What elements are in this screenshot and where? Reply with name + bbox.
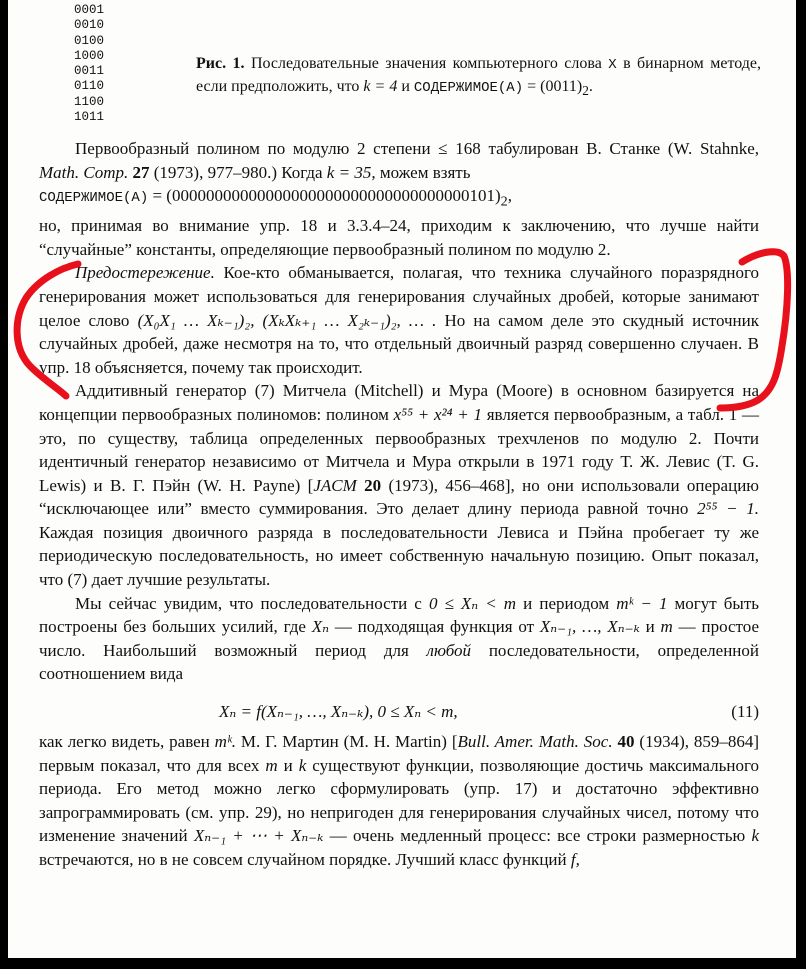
caption-formula: k = 4 [363, 78, 398, 95]
paragraph-text: последовательности, определенной соотношением вида [39, 640, 760, 684]
caption-label: Рис. 1. [196, 55, 245, 72]
inline-formula: (X₀X₁ … Xₖ₋₁)₂, (XₖXₖ₊₁ … X₂ₖ₋₁)₂, … . [137, 310, 437, 330]
inline-formula: x⁵⁵ + x²⁴ + 1 [393, 404, 482, 424]
caption-variable: X [608, 57, 617, 73]
binary-sequence-list [74, 3, 104, 125]
journal-volume: 40 [617, 732, 635, 752]
inline-formula: mᵏ − 1 [616, 593, 668, 613]
inline-formula: k [751, 826, 760, 846]
inline-formula: 0 ≤ Xₙ < m [428, 593, 517, 613]
paragraph-text: существуют функции, позволяющие достичь максимального периода. Его метод можно легко сформулировать (упр. 17) и достаточно эффективно запрограммировать (см. упр. 29), но непригоден для генерирования случайных чисел, потому что изменение значений [39, 755, 760, 846]
binary-value: 1011 [74, 110, 105, 125]
paragraph-martin [39, 730, 759, 872]
paragraph-additive-generator [39, 379, 759, 591]
journal-volume: 27 [132, 162, 150, 182]
journal-volume: 20 [364, 475, 382, 495]
journal-name: Math. Comp. [39, 162, 129, 182]
caption-text: в бинарном методе, если предположить, что [196, 55, 761, 95]
figure-1 [8, 0, 796, 132]
paragraph-text: является первообразным, а табл. 1 — это, по существу, таблица определенных первообразных трехчленов по модулю 2. Почти идентичный генератор независимо от Митчела и Мура открыли в 1971 году Т. Ж. Левис (T. G. Lewis) и В. Г. Пэйн (W. H. Payne) [ [39, 404, 760, 495]
inline-formula: Xₙ₋₁, …, Xₙ₋ₖ [539, 617, 640, 637]
content-end: , [507, 186, 512, 206]
paragraph-text: — подходящая функция от [334, 617, 535, 637]
emphasis: любой [426, 640, 472, 660]
content-value: = (00000000000000000000000000000000000101) [152, 186, 501, 206]
warning-title: Предостережение. [75, 263, 215, 283]
paragraph-text: (1973), 456–468], но они использовали операцию “исключающее или” вместо суммирования. Это делает длину периода равной точно [39, 475, 760, 519]
inline-formula: Xₙ₋₁ + ⋯ + Xₙ₋ₖ [193, 826, 324, 846]
binary-value: 0110 [74, 79, 105, 94]
paragraph-text: Но на самом деле это скудный источник случайных дробей, даже несмотря на то, что отдельный двоичный разряд совершенно случаен. В упр. 18 объясняется, почему так происходит. [39, 310, 760, 377]
caption-content-label: СОДЕРЖИМОЕ(A) [413, 80, 524, 96]
inline-formula: 2⁵⁵ − 1. [697, 499, 760, 519]
binary-value: 0011 [74, 64, 105, 79]
binary-value: 0001 [74, 3, 105, 17]
paragraph-warning [39, 261, 759, 379]
paragraph-text: могут быть построены без больших усилий, где [39, 593, 760, 637]
paragraph-text: — очень медленный процесс: все строки размерностью [329, 826, 746, 846]
figure-caption [196, 53, 761, 102]
binary-value: 1100 [74, 94, 105, 109]
body-text [39, 137, 759, 872]
caption-formula: = (0011) [527, 78, 583, 95]
paragraph-text: М. Г. Мартин (M. H. Martin) [ [240, 732, 458, 752]
paragraph-text: Каждая позиция двоичного разряда в последовательности Левиса и Пэйна пробегает ту же периодическую последовательность, но имеет собственную начальную позицию. Опыт показал, что (7) дает лучшие результаты. [39, 522, 759, 590]
inline-formula: mᵏ. [214, 732, 236, 752]
paragraph-text: Аддитивный генератор (7) Митчела (Mitchell) и Мура (Moore) в основном базируется на концепции первообразных полиномов: полином [39, 381, 759, 424]
equation-number: (11) [731, 702, 759, 722]
paragraph-text: Мы сейчас увидим, что последовательности с [75, 593, 422, 613]
inline-formula: k [298, 755, 307, 775]
caption-text: Последовательные значения компьютерного слова [250, 55, 602, 72]
paragraph-text: Первообразный полином по модулю 2 степени ≤ 168 табулирован В. Станке (W. Stahnke, [75, 139, 759, 158]
paragraph-text: — простое число. Наибольший возможный период для [39, 617, 759, 660]
paragraph-sequences [39, 592, 759, 686]
content-subscript: 2 [500, 193, 508, 210]
bottom-border [0, 958, 806, 969]
binary-value: 1000 [74, 48, 105, 63]
paragraph-text: Кое-кто обманывается, полагая, что техника случайного поразрядного генерирования может использоваться для генерирования случайных дробей, которые занимают целое слово [39, 263, 760, 330]
equation-11 [39, 694, 759, 728]
paragraph-text: (1973), 977–980.) Когда [153, 162, 323, 182]
book-page [8, 0, 796, 958]
journal-name: JACM [313, 475, 357, 495]
inline-formula: m [265, 755, 278, 775]
binary-value: 0010 [74, 18, 105, 33]
binary-value: 0100 [74, 33, 105, 48]
paragraph-text: можем взять [379, 162, 471, 182]
caption-text: . [588, 78, 593, 95]
inline-formula: f, [570, 850, 580, 870]
journal-name: Bull. Amer. Math. Soc. [457, 732, 613, 752]
equation-formula: Xₙ = f(Xₙ₋₁, …, Xₙ₋ₖ), 0 ≤ Xₙ < m, [219, 702, 458, 722]
paragraph-text: и [645, 617, 655, 637]
paragraph-text: и периодом [523, 593, 610, 613]
paragraph-stanke [39, 137, 759, 184]
inline-formula: Xₙ [311, 617, 330, 637]
caption-text: и [401, 78, 410, 95]
content-label: СОДЕРЖИМОЕ(A) [39, 190, 149, 207]
paragraph-text: (1934), 859–864] первым показал, что для всех [39, 732, 760, 775]
paragraph-text: и [283, 755, 293, 775]
inline-formula: k = 35, [326, 162, 376, 182]
caption-subscript: 2 [582, 83, 589, 99]
display-content-equation [39, 184, 759, 214]
paragraph-conclusion: но, принимая во внимание упр. 18 и 3.3.4–24, приходим к заключению, что лучше найти “случайные” константы, определяющие первообразный полином по модулю 2. [39, 216, 759, 259]
inline-formula: m [660, 617, 673, 637]
paragraph-text: встречаются, но в не совсем случайном порядке. Лучший класс функций [39, 850, 567, 870]
paragraph-text: как легко видеть, равен [39, 732, 210, 752]
